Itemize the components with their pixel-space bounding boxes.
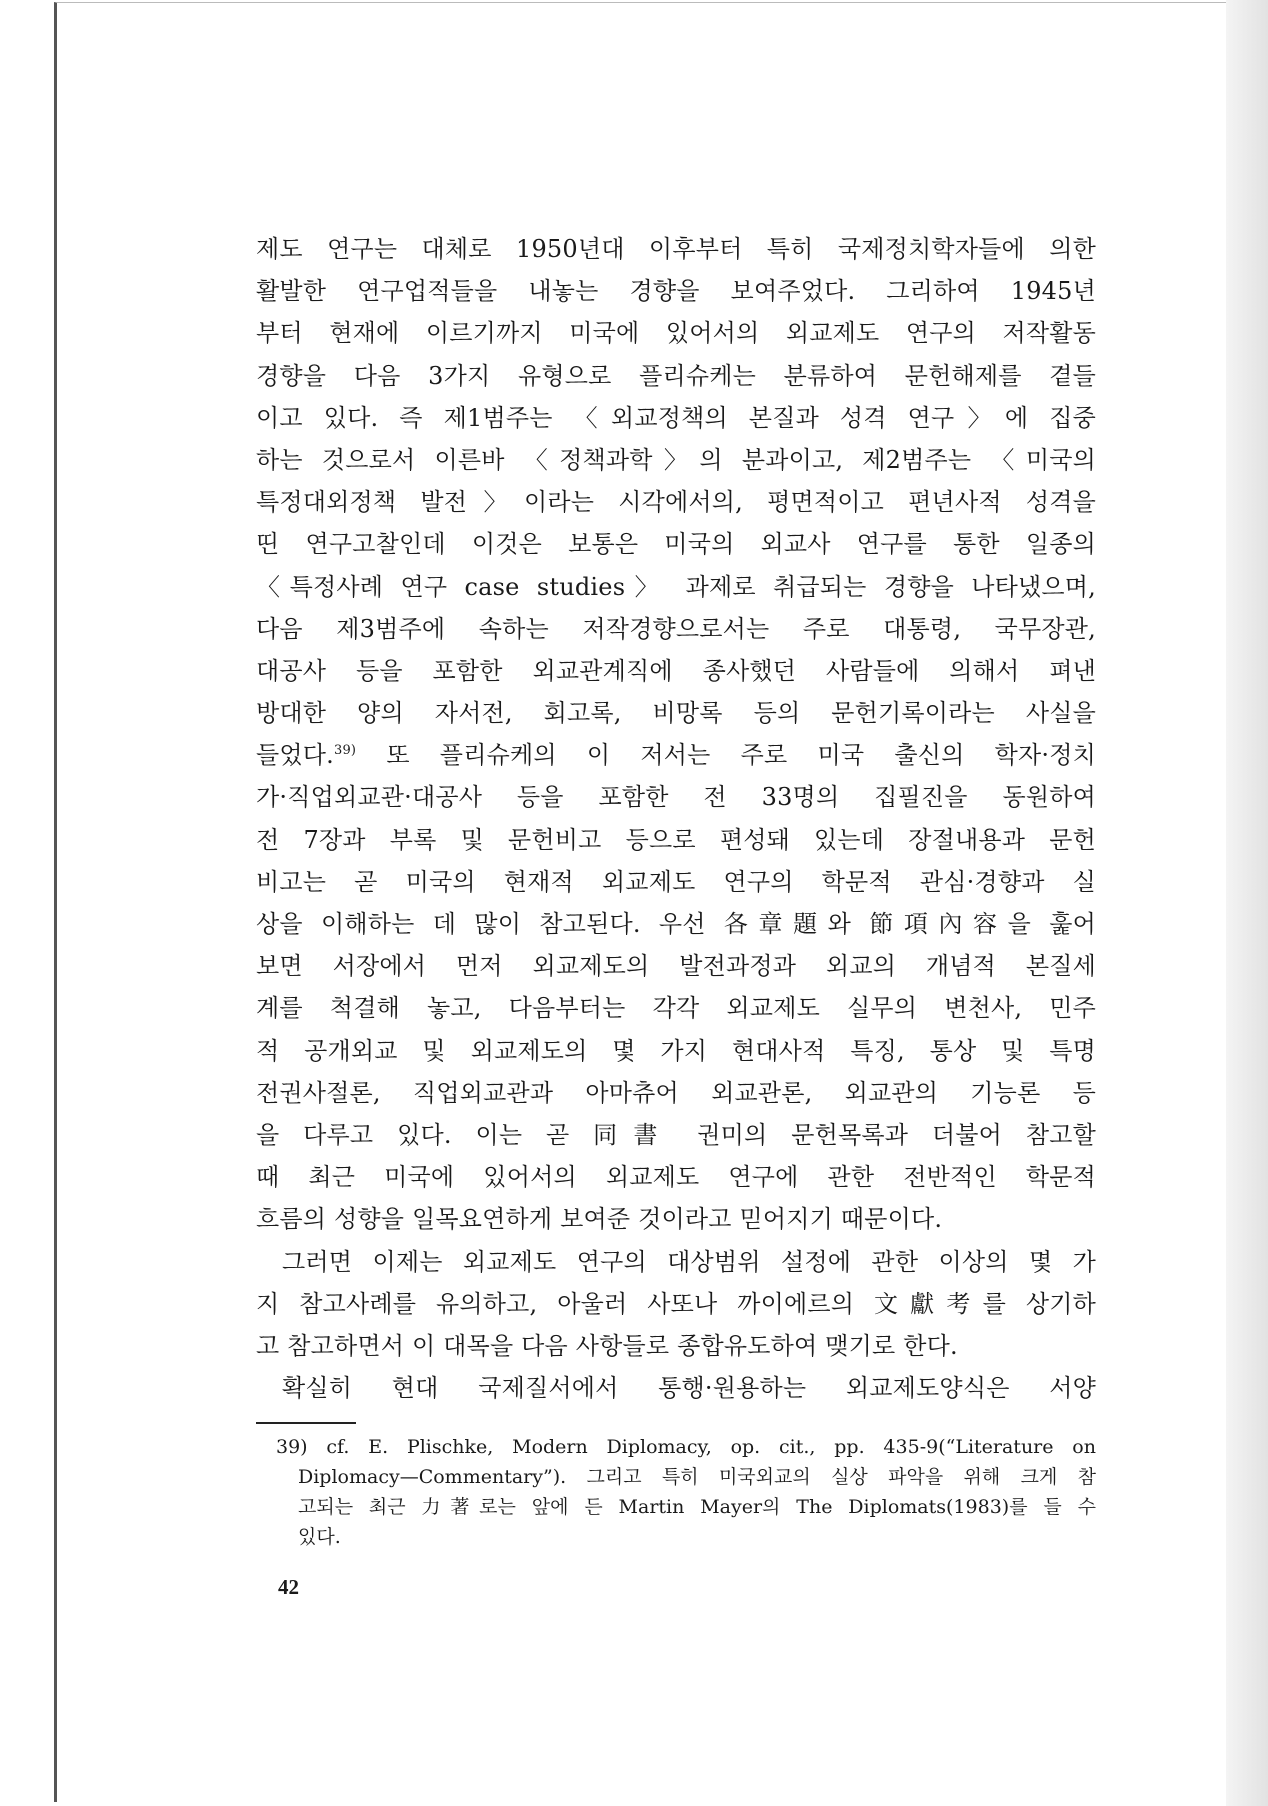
footnote-line: 있다.	[298, 1526, 341, 1548]
text-line: 전권사절론, 직업외교관과 아마츄어 외교관론, 외교관의 기능론 등	[256, 1078, 1096, 1107]
page-number: 42	[278, 1575, 299, 1599]
text-line: 전 7장과 부록 및 문헌비고 등으로 편성돼 있는데 장절내용과 문헌	[256, 825, 1096, 854]
text-line: 부터 현재에 이르기까지 미국에 있어서의 외교제도 연구의 저작활동	[256, 319, 1096, 348]
text-line: 지 참고사례를 유의하고, 아울러 사또나 까이에르의 文獻考를 상기하	[256, 1289, 1096, 1318]
text-line: 경향을 다음 3가지 유형으로 플리슈케는 분류하여 문헌해제를 곁들	[256, 361, 1096, 390]
text-line: 특정대외정책 발전〉이라는 시각에서의, 평면적이고 편년사적 성격을	[256, 488, 1096, 517]
text-line: 비고는 곧 미국의 현재적 외교제도 연구의 학문적 관심·경향과 실	[256, 867, 1096, 896]
text-line: 때 최근 미국에 있어서의 외교제도 연구에 관한 전반적인 학문적	[256, 1163, 1096, 1192]
text-segment: 또 플리슈케의 이 저서는 주로 미국 출신의 학자·정치	[356, 741, 1096, 770]
footnote-divider	[256, 1422, 356, 1424]
text-line: 을 다루고 있다. 이는 곧 同書 권미의 문헌목록과 더불어 참고할	[256, 1120, 1096, 1149]
text-line: 적 공개외교 및 외교제도의 몇 가지 현대사적 특징, 통상 및 특명	[256, 1036, 1096, 1065]
text-line: 흐름의 성향을 일목요연하게 보여준 것이라고 믿어지기 때문이다.	[256, 1205, 943, 1234]
footnote-line: Diplomacy—Commentary”). 그리고 특히 미국외교의 실상 파악을 위해 크게 참	[298, 1466, 1096, 1488]
text-line: 이고 있다. 즉 제1범주는 〈외교정책의 본질과 성격 연구〉에 집중	[256, 403, 1096, 432]
footnote-line: 39) cf. E. Plischke, Modern Diplomacy, op. cit., pp. 435-9(“Literature on	[276, 1436, 1096, 1458]
text-line: 방대한 양의 자서전, 회고록, 비망록 등의 문헌기록이라는 사실을	[256, 699, 1096, 728]
footnote-line: 고되는 최근 力著로는 앞에 든 Martin Mayer의 The Diplomats(1983)를 들 수	[298, 1496, 1096, 1518]
text-line: 고 참고하면서 이 대목을 다음 사항들로 종합유도하여 맺기로 한다.	[256, 1331, 958, 1360]
text-line: 띤 연구고찰인데 이것은 보통은 미국의 외교사 연구를 통한 일종의	[256, 530, 1096, 559]
text-line: 상을 이해하는 데 많이 참고된다. 우선 各章題와 節項內容을 훑어	[256, 910, 1096, 938]
footnote-reference[interactable]: 39)	[333, 743, 357, 759]
text-segment: 들었다.	[256, 741, 334, 770]
footnote-block	[276, 1432, 1096, 1552]
text-line: 보면 서장에서 먼저 외교제도의 발전과정과 외교의 개념적 본질세	[256, 952, 1096, 981]
text-line: 대공사 등을 포함한 외교관계직에 종사했던 사람들에 의해서 펴낸	[256, 656, 1096, 685]
body-text	[256, 228, 1096, 1409]
text-line	[256, 734, 1096, 776]
paragraph-start-line: 확실히 현대 국제질서에서 통행·원용하는 외교제도양식은 서양	[282, 1374, 1096, 1403]
text-line: 계를 척결해 놓고, 다음부터는 각각 외교제도 실무의 변천사, 민주	[256, 994, 1096, 1023]
text-line: 활발한 연구업적들을 내놓는 경향을 보여주었다. 그리하여 1945년	[256, 277, 1096, 306]
text-line: 〈특정사례 연구 case studies〉 과제로 취급되는 경향을 나타냈으며,	[256, 572, 1096, 601]
text-line: 하는 것으로서 이른바 〈정책과학〉의 분과이고, 제2범주는 〈미국의	[256, 445, 1096, 474]
paragraph-start-line: 그러면 이제는 외교제도 연구의 대상범위 설정에 관한 이상의 몇 가	[282, 1247, 1096, 1276]
text-line: 제도 연구는 대체로 1950년대 이후부터 특히 국제정치학자들에 의한	[256, 235, 1096, 263]
page-edge-shadow	[1226, 0, 1268, 1806]
text-line: 가·직업외교관·대공사 등을 포함한 전 33명의 집필진을 동원하여	[256, 783, 1096, 812]
text-line: 다음 제3범주에 속하는 저작경향으로서는 주로 대통령, 국무장관,	[256, 614, 1096, 643]
